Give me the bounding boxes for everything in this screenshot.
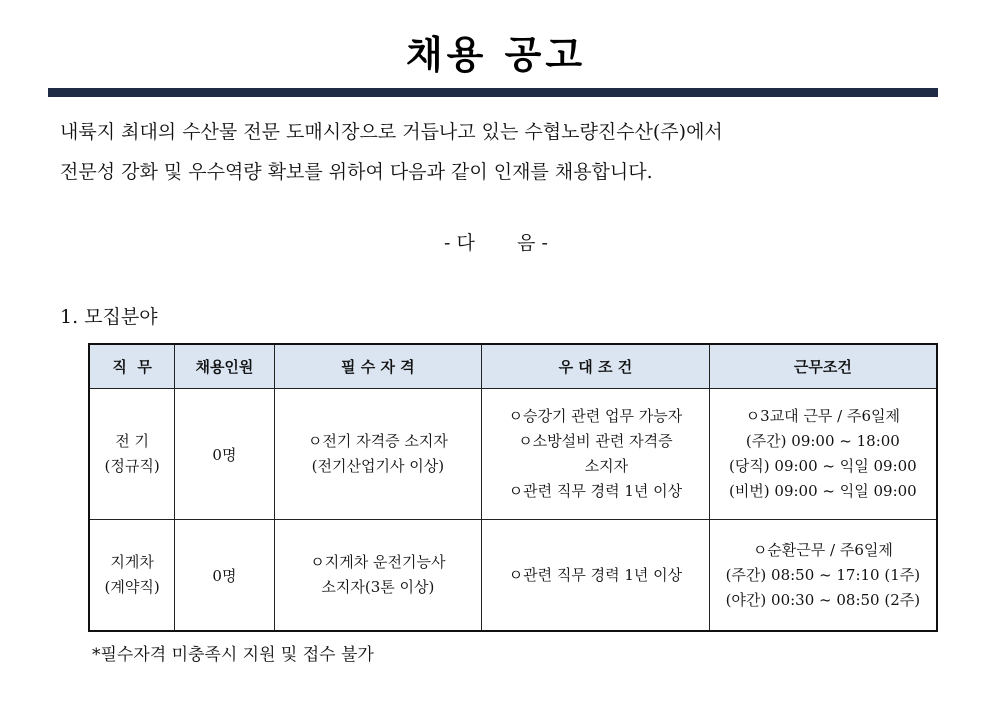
- required-line: ㅇ지게차 운전기능사: [310, 553, 446, 571]
- job-type: (정규직): [104, 457, 160, 475]
- preferred-line: 소지자: [584, 457, 629, 475]
- conditions-cell: [709, 520, 937, 632]
- job-cell: [89, 389, 175, 520]
- conditions-cell: [709, 389, 937, 520]
- header-job: 직 무: [89, 344, 175, 389]
- preferred-cell: [482, 389, 710, 520]
- conditions-line: (주간) 08:50 ~ 17:10 (1주): [725, 565, 921, 584]
- conditions-line: (야간) 00:30 ~ 08:50 (2주): [725, 590, 921, 609]
- table-row: [89, 520, 937, 632]
- intro-line-2: 전문성 강화 및 우수역량 확보를 위하여 다음과 같이 인재를 채용합니다.: [60, 161, 653, 183]
- header-count: 채용인원: [175, 344, 274, 389]
- required-line: ㅇ전기 자격증 소지자: [307, 432, 448, 450]
- preferred-cell: [482, 520, 710, 632]
- job-type: (계약직): [104, 578, 160, 596]
- recruitment-table: [88, 343, 938, 632]
- header-required: 필 수 자 격: [274, 344, 481, 389]
- intro-line-1: 내륙지 최대의 수산물 전문 도매시장으로 거듭나고 있는 수협노량진수산(주)에서: [60, 121, 723, 143]
- title-divider: [48, 88, 938, 97]
- page-title: 채용 공고: [405, 33, 587, 77]
- job-name: 지게차: [110, 553, 154, 571]
- center-mark: - 다 음 -: [444, 232, 548, 254]
- conditions-line: (비번) 09:00 ~ 익일 09:00: [728, 482, 917, 500]
- conditions-line: (당직) 09:00 ~ 익일 09:00: [728, 457, 917, 475]
- preferred-line: ㅇ승강기 관련 업무 가능자: [508, 407, 683, 425]
- conditions-line: ㅇ3교대 근무 / 주6일제: [745, 407, 901, 425]
- required-line: 소지자(3톤 이상): [321, 578, 435, 596]
- conditions-line: (주간) 09:00 ~ 18:00: [745, 432, 900, 450]
- job-cell: [89, 520, 175, 632]
- footnote: *필수자격 미충족시 지원 및 접수 불가: [92, 645, 374, 665]
- count-cell: 0명: [175, 520, 274, 632]
- preferred-line: ㅇ관련 직무 경력 1년 이상: [508, 482, 683, 500]
- intro-paragraph: [60, 112, 940, 192]
- header-preferred: 우 대 조 건: [482, 344, 710, 389]
- preferred-line: ㅇ소방설비 관련 자격증: [518, 432, 673, 450]
- section-title: 1. 모집분야: [60, 306, 158, 328]
- conditions-line: ㅇ순환근무 / 주6일제: [752, 540, 893, 559]
- table-row: [89, 389, 937, 520]
- preferred-line: ㅇ관련 직무 경력 1년 이상: [508, 565, 683, 584]
- count-cell: 0명: [175, 389, 274, 520]
- required-cell: [274, 520, 481, 632]
- required-line: (전기산업기사 이상): [311, 457, 445, 475]
- required-cell: [274, 389, 481, 520]
- job-name: 전 기: [115, 432, 149, 450]
- table-header-row: [89, 344, 937, 389]
- header-conditions: 근무조건: [709, 344, 937, 389]
